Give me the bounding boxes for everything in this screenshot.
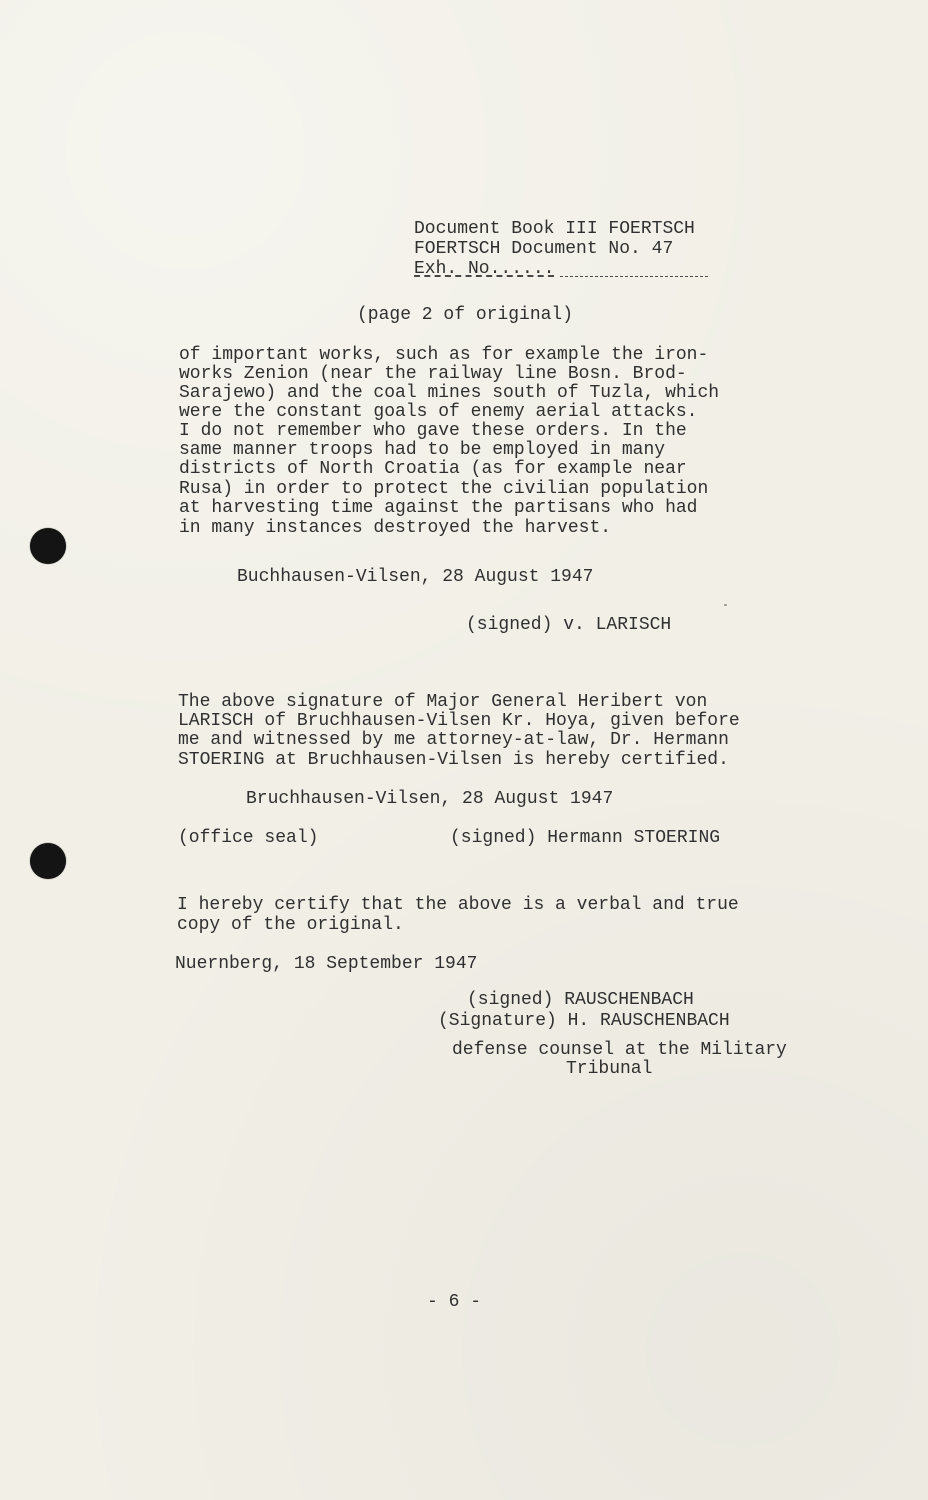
- statement-signature: (signed) v. LARISCH: [466, 615, 672, 635]
- office-seal: (office seal): [178, 828, 319, 848]
- body-line: in many instances destroyed the harvest.: [179, 518, 612, 538]
- body-line: same manner troops had to be employed in many: [179, 440, 666, 460]
- defense-counsel-title-cont: Tribunal: [566, 1059, 653, 1079]
- exhibit-dash-line: [560, 276, 708, 277]
- copy-signature: (Signature) H. RAUSCHENBACH: [438, 1011, 730, 1031]
- body-line: were the constant goals of enemy aerial attacks.: [179, 402, 698, 422]
- body-line: works Zenion (near the railway line Bosn. Brod-: [179, 364, 687, 384]
- defense-counsel-title: defense counsel at the Military: [452, 1040, 787, 1060]
- body-line: Rusa) in order to protect the civilian population: [179, 479, 709, 499]
- copy-certification-line: I hereby certify that the above is a verbal and true: [177, 895, 739, 915]
- copy-place-date: Nuernberg, 18 September 1947: [175, 954, 478, 974]
- page-number: - 6 -: [427, 1292, 482, 1312]
- body-line: of important works, such as for example the iron-: [179, 345, 709, 365]
- body-line: Sarajewo) and the coal mines south of Tuzla, which: [179, 383, 720, 403]
- certification-signature: (signed) Hermann STOERING: [450, 828, 721, 848]
- copy-signed: (signed) RAUSCHENBACH: [467, 990, 694, 1010]
- page-reference: (page 2 of original): [357, 305, 574, 325]
- certification-line: LARISCH of Bruchhausen-Vilsen Kr. Hoya, given before: [178, 711, 740, 731]
- body-line: districts of North Croatia (as for example near: [179, 459, 687, 479]
- punch-hole-bottom: [30, 843, 66, 879]
- certification-place-date: Bruchhausen-Vilsen, 28 August 1947: [246, 789, 614, 809]
- statement-place-date: Buchhausen-Vilsen, 28 August 1947: [237, 567, 594, 587]
- punch-hole-top: [30, 528, 66, 564]
- certification-line: me and witnessed by me attorney-at-law, Dr. Hermann: [178, 730, 729, 750]
- body-line: I do not remember who gave these orders. In the: [179, 421, 687, 441]
- header-document-number: FOERTSCH Document No. 47: [414, 239, 674, 259]
- paper-speck: [724, 604, 727, 606]
- header-document-book: Document Book III FOERTSCH: [414, 219, 695, 239]
- body-line: at harvesting time against the partisans who had: [179, 498, 698, 518]
- header-exhibit-number: Exh. No......: [414, 259, 555, 279]
- copy-certification-line: copy of the original.: [177, 915, 404, 935]
- certification-line: The above signature of Major General Heribert von: [178, 692, 708, 712]
- certification-line: STOERING at Bruchhausen-Vilsen is hereby certified.: [178, 750, 729, 770]
